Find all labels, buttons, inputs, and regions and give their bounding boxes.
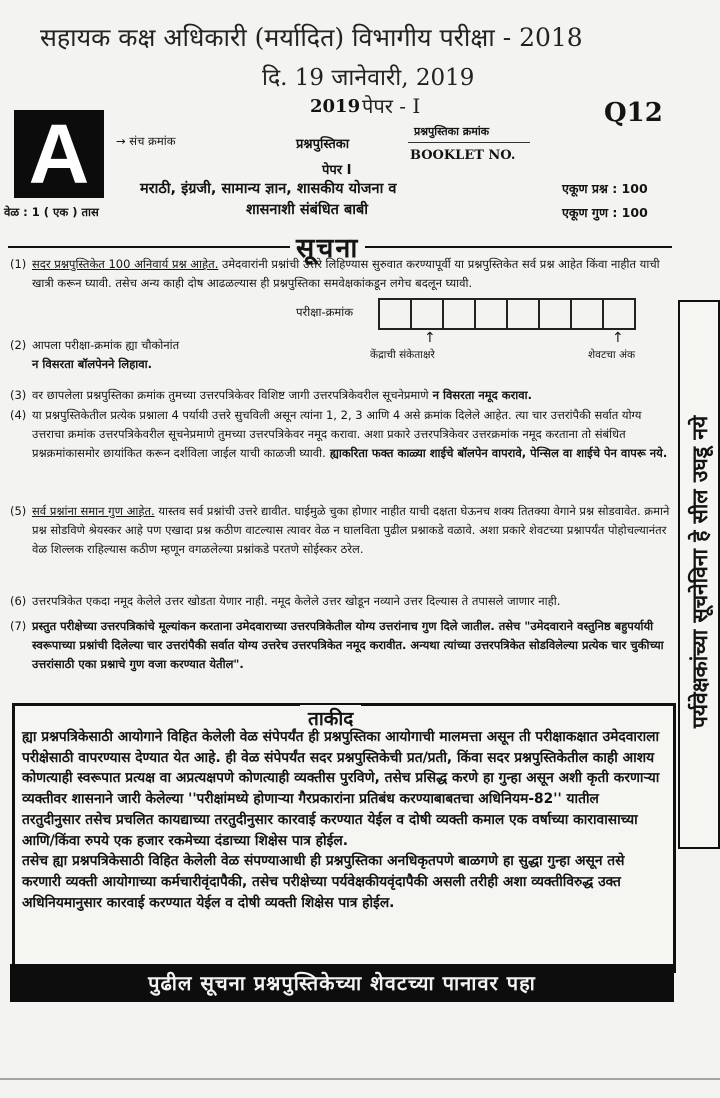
handwritten-date: दि. 19 जानेवारी, 2019 (262, 65, 475, 91)
booklet-no-english: BOOKLET NO. (410, 148, 516, 163)
notice-lead: सर्व प्रश्नांना समान गुण आहेत. (32, 504, 155, 518)
notice-item-7 (10, 617, 674, 674)
notice-body: ह्याकरिता फक्त काळ्या शाईचे बॉलपेन वापरावे, पेन्सिल वा शाईचे पेन वापरू नये. (325, 446, 668, 460)
question-code: Q12 (604, 98, 663, 128)
notice-lead: सदर प्रश्नपुस्तिकेत 100 अनिवार्य प्रश्न आहेत. (32, 257, 219, 271)
seal-instruction: पर्यवेक्षकांच्या सूचनेविना हे सील उघडू नये (688, 415, 712, 729)
total-marks: एकूण गुण : 100 (562, 205, 648, 220)
arrow-up-icon: ↑ (612, 330, 624, 346)
notice-title: सूचना (290, 228, 365, 265)
warning-paragraph-2: तसेच ह्या प्रश्नपत्रिकेसाठी विहित केलेली वेळ संपण्याआधी ही प्रश्नपुस्तिका अनधिकृतपणे बाळगणे हा सुद्धा गुन्हा असून तसे करणारी व्यक्ती आयोगाच्या कर्मचारीवृंदापैकी, तसेच परीक्षेच्या पर्यवेक्षकीयवृंदापैकी असली तरीही अशा व्यक्तीविरुद्ध उक्त अधिनियमानुसार कारवाई करण्यात येईल व दोषी व्यक्ती शिक्षेस पात्र होईल. (22, 853, 625, 911)
notice-body: उमेदवारांनी प्रश्नांची उत्तरे लिहिण्यास सुरुवात करण्यापूर्वी या प्रश्नपुस्तिकेत सर्व प्रश्न आहेत किंवा नाहीत याची खात्री करून घ्यावी. तसेच अन्य काही दोष आढळल्यास ही प्रश्नपुस्तिका समवेक्षकांकडून लगेच बदलून घ्यावी. (32, 257, 660, 290)
exam-digit-box[interactable] (506, 298, 538, 330)
notice-number: (6) (10, 594, 27, 608)
handwritten-paper: पेपर - I (362, 94, 421, 118)
notice-body: यास्तव सर्व प्रश्नांची उत्तरे द्यावीत. घाईमुळे चुका होणार नाहीत याची दक्षता घेऊनच शक्य तितक्या वेगाने प्रश्न सोडवावेत. क्रमाने प्रश्न सोडविणे श्रेयस्कर आहे पण एखादा प्रश्न कठीण वाटल्यास त्यावर वेळ न घालविता पुढील प्रश्नाकडे वळावे. अशा प्रकारे शेवटच्या प्रश्नापर्यंत पोहोचल्यानंतर वेळ शिल्लक राहिल्यास कठीण म्हणून वगळलेल्या प्रश्नांकडे परतणे सोईस्कर ठरेल. (32, 504, 670, 556)
subject-line-2: शासनाशी संबंधित बाबी (246, 202, 369, 218)
total-questions: एकूण प्रश्न : 100 (562, 181, 648, 196)
notice-item-4 (10, 406, 674, 463)
last-digit-label: शेवटचा अंक (588, 349, 636, 361)
handwritten-exam-title: सहायक कक्ष अधिकारी (मर्यादित) विभागीय परीक्षा - 2018 (40, 23, 583, 52)
exam-digit-box[interactable] (538, 298, 570, 330)
notice-lead: प्रस्तुत परीक्षेच्या उत्तरपत्रिकांचे मूल्यांकन करताना उमेदवाराच्या उत्तरपत्रिकेतील योग्य उत्तरांनाच गुण दिले जातील. तसेच "उमेदवाराने वस्तुनिष्ठ बहुपर्यायी स्वरूपाच्या प्रश्नांची दिलेल्या चार उत्तरांपैकी सर्वात योग्य उत्तरेच उत्तरपत्रिकेत नमूद करावीत. अन्यथा त्यांच्या उत्तरपत्रिकेत सोडविलेल्या प्रत्येक चार चुकीच्या उत्तरांसाठी एका प्रश्नाचे गुण वजा करण्यात येतील". (32, 619, 664, 671)
centre-code-label: केंद्राची संकेताक्षरे (370, 349, 435, 361)
exam-digit-box[interactable] (570, 298, 602, 330)
set-number-label: → संच क्रमांक (116, 134, 176, 148)
booklet-divider (408, 142, 530, 143)
notice-lead: वर छापलेला प्रश्नपुस्तिका क्रमांक तुमच्या उत्तरपत्रिकेवर विशिष्ट जागी उत्तरपत्रिकेवरील सूचनेप्रमाणे (32, 388, 429, 402)
notice-number: (4) (10, 408, 27, 422)
notice-item-6 (10, 592, 674, 611)
exam-digit-box[interactable] (410, 298, 442, 330)
notice-number: (5) (10, 504, 27, 518)
notice-item-2 (10, 336, 310, 374)
arrow-up-icon: ↑ (424, 330, 436, 346)
exam-number-boxes[interactable] (378, 298, 636, 330)
notice-lead: या प्रश्नपुस्तिकेतील प्रत्येक प्रश्नाला 4 पर्यायी उत्तरे सुचविली असून त्यांना 1, 2, 3 आणि 4 असे क्रमांक दिलेले आहेत. त्या चार उत्तरांपैकी सर्वात योग्य उत्तराचा क्रमांक उत्तरपत्रिकेवरील सूचनेप्रमाणे तुमच्या उत्तरपत्रिकेवर नमूद करावा. अशा प्रकारे उत्तरपत्रिकेवर उत्तरक्रमांक नमूद करताना तो संबंधित प्रश्नक्रमांकासमोर छायांकित करून दर्शविला जाईल याची काळजी घ्यावी. (32, 408, 642, 460)
notice-number: (3) (10, 388, 27, 402)
notice-body: न विसरता बॉलपेनने लिहावा. (32, 357, 153, 371)
booklet-label: प्रश्नपुस्तिका (296, 137, 350, 152)
notice-number: (1) (10, 257, 27, 271)
exam-digit-box[interactable] (442, 298, 474, 330)
paper-label: पेपर I (322, 163, 352, 178)
seal-side-bar (678, 300, 720, 849)
exam-digit-box[interactable] (602, 298, 636, 330)
exam-number-label: परीक्षा-क्रमांक (296, 305, 354, 319)
notice-number: (7) (10, 619, 27, 633)
notice-lead: आपला परीक्षा-क्रमांक ह्या चौकोनांत (32, 338, 180, 352)
notice-item-1 (10, 255, 674, 293)
notice-item-5 (10, 502, 674, 559)
exam-digit-box[interactable] (378, 298, 410, 330)
scan-line (0, 1078, 720, 1080)
booklet-number-label: प्रश्नपुस्तिका क्रमांक (414, 125, 490, 138)
warning-paragraph-1: ह्या प्रश्नपत्रिकेसाठी आयोगाने विहित केलेली वेळ संपेपर्यंत ही प्रश्नपुस्तिका आयोगाची मालमत्ता असून ती परीक्षाकक्षात उमेदवाराला परीक्षेसाठी वापरण्यास देण्यात येत आहे. ही वेळ संपेपर्यंत सदर प्रश्नपुस्तिकेची प्रत/प्रती, किंवा सदर प्रश्नपुस्तिकेतील काही आशय कोणत्याही स्वरूपात प्रत्यक्ष वा अप्रत्यक्षपणे कोणत्याही व्यक्तीस पुरविणे, तसेच प्रसिद्ध करणे हा गुन्हा असून अशी कृती करणाऱ्या व्यक्तीवर शासनाने जारी केलेल्या ''परीक्षांमध्ये होणाऱ्या गैरप्रकारांना प्रतिबंध करण्याबाबतचा अधिनियम-82'' यातील तरतुदीनुसार तसेच प्रचलित कायद्याच्या तरतुदीनुसार कारवाई करण्यात येईल व दोषी व्यक्ती कमाल एक वर्षाच्या कारावासाच्या आणि/किंवा रुपये एक हजार रकमेच्या दंडाच्या शिक्षेस पात्र होईल. (22, 729, 660, 849)
footer-bar: पुढील सूचना प्रश्नपुस्तिकेच्या शेवटच्या पानावर पहा (10, 964, 674, 1002)
notice-lead: उत्तरपत्रिकेत एकदा नमूद केलेले उत्तर खोडता येणार नाही. नमूद केलेले उत्तर खोडून नव्याने उत्तर दिल्यास ते तपासले जाणार नाही. (32, 594, 561, 608)
exam-digit-box[interactable] (474, 298, 506, 330)
warning-title: ताकीद (300, 705, 361, 731)
notice-item-3 (10, 386, 674, 405)
notice-number: (2) (10, 338, 27, 352)
year: 2019 (310, 96, 361, 117)
set-letter-badge: A (14, 110, 104, 198)
notice-body: न विसरता नमूद करावा. (428, 388, 533, 402)
time-label: वेळ : 1 ( एक ) तास (4, 205, 99, 219)
warning-text (22, 727, 662, 913)
subject-line-1: मराठी, इंग्रजी, सामान्य ज्ञान, शासकीय योजना व (140, 181, 397, 197)
